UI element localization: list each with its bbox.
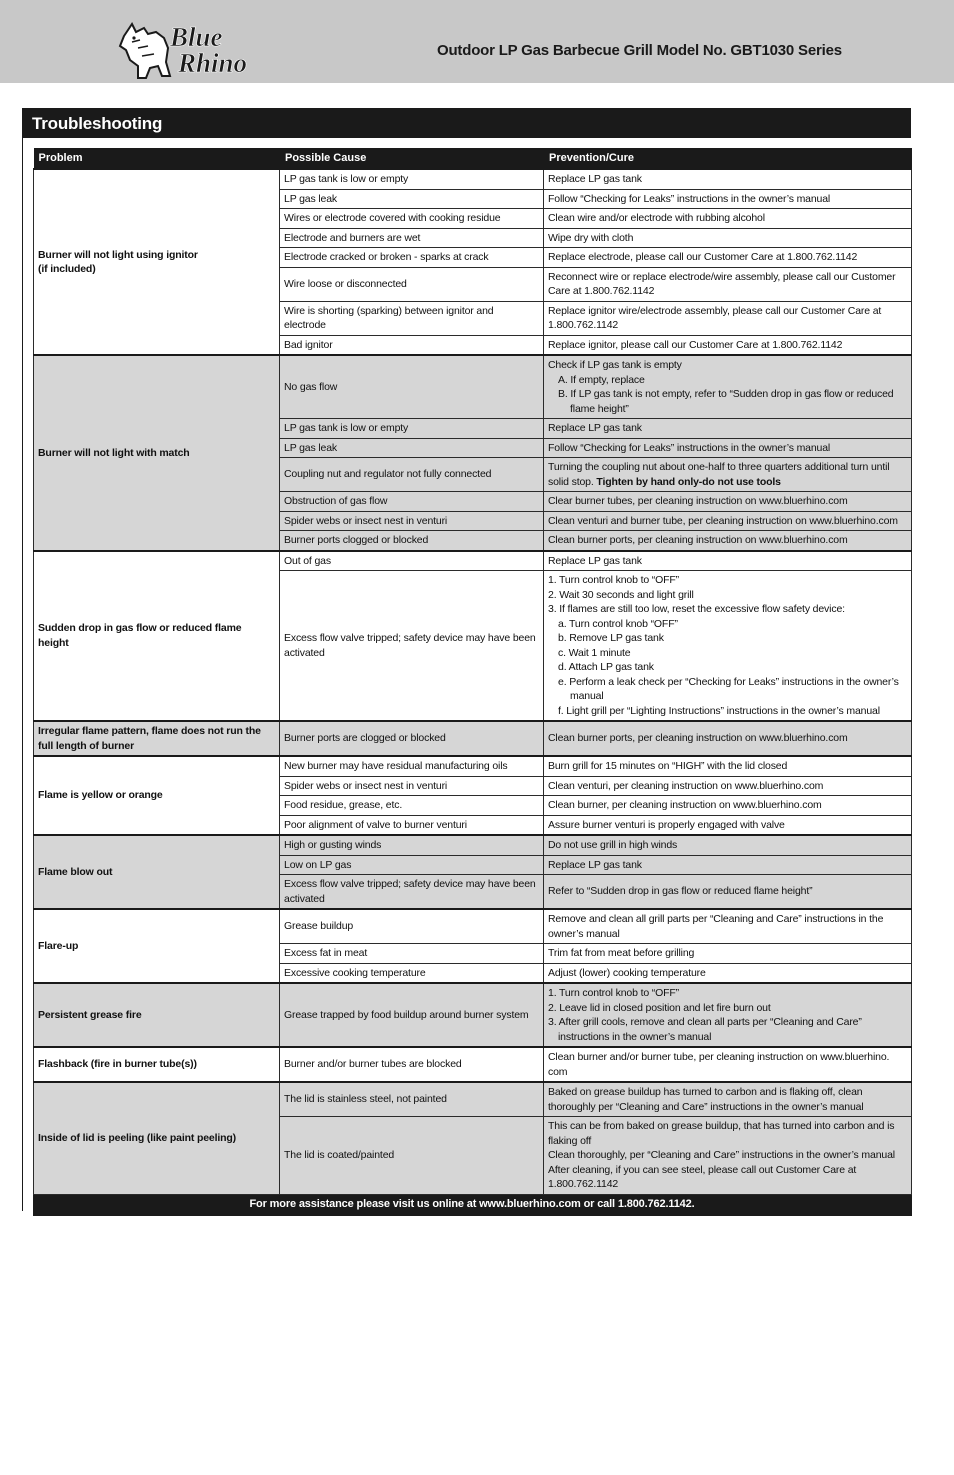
blue-rhino-logo	[118, 18, 278, 80]
cause-cell: Excess flow valve tripped; safety device may have been activated	[280, 875, 544, 910]
cure-line: Clean thoroughly, per “Cleaning and Care” instructions in the owner’s manual	[548, 1149, 895, 1161]
cure-line: Adjust (lower) cooking temperature	[548, 966, 706, 979]
cure-line: Refer to “Sudden drop in gas flow or reduced flame height”	[548, 885, 813, 898]
cure-cell	[544, 301, 912, 335]
cure-line: 1. Turn control knob to “OFF”	[548, 987, 680, 999]
cause-cell: Excess fat in meat	[280, 944, 544, 964]
cure-line: Assure burner venturi is properly engaged with valve	[548, 818, 785, 831]
cause-cell: LP gas leak	[280, 438, 544, 458]
problem-cell	[34, 169, 280, 355]
table-row	[34, 721, 912, 756]
cure-cell	[544, 248, 912, 268]
left-margin-rule	[22, 138, 23, 1211]
cure-line: 3. After grill cools, remove and clean all parts per “Cleaning and Care” instructions in the owner’s manual	[548, 1016, 862, 1043]
cause-cell: Poor alignment of valve to burner venturi	[280, 815, 544, 835]
problem-text: Burner will not light with match	[38, 446, 190, 459]
cure-line: A. If empty, replace	[558, 373, 645, 386]
cause-cell: LP gas leak	[280, 189, 544, 209]
problem-cell	[34, 909, 280, 983]
cure-cell	[544, 944, 912, 964]
cure-line: Clean wire and/or electrode with rubbing alcohol	[548, 212, 765, 224]
cure-cell	[544, 571, 912, 722]
cause-cell: Out of gas	[280, 551, 544, 571]
cure-line: Replace LP gas tank	[548, 173, 642, 185]
cure-cell	[544, 355, 912, 419]
cure-line: Replace LP gas tank	[548, 554, 642, 567]
cure-line: 2. Wait 30 seconds and light grill	[548, 588, 694, 601]
problem-text: Persistent grease fire	[38, 1008, 142, 1021]
cause-cell: LP gas tank is low or empty	[280, 169, 544, 189]
cause-cell: Grease buildup	[280, 909, 544, 944]
table-row	[34, 983, 912, 1047]
cause-cell: Wires or electrode covered with cooking residue	[280, 209, 544, 229]
cure-cell	[544, 1082, 912, 1117]
cure-line: Clean venturi, per cleaning instruction on www.bluerhino.com	[548, 779, 824, 792]
column-header-cause: Possible Cause	[280, 148, 544, 169]
cause-cell: Excessive cooking temperature	[280, 963, 544, 983]
problem-cell	[34, 756, 280, 835]
problem-cell	[34, 1082, 280, 1194]
problem-group	[34, 721, 912, 756]
cause-cell: Obstruction of gas flow	[280, 492, 544, 512]
cure-line: c. Wait 1 minute	[558, 646, 631, 659]
cure-cell	[544, 267, 912, 301]
cure-cell	[544, 531, 912, 551]
problem-cell	[34, 721, 280, 756]
cure-line: Trim fat from meat before grilling	[548, 947, 695, 959]
cause-cell: The lid is coated/painted	[280, 1117, 544, 1195]
table-footer	[34, 1194, 912, 1215]
problem-cell	[34, 551, 280, 722]
cure-cell	[544, 189, 912, 209]
document-title: Outdoor LP Gas Barbecue Grill Model No. GBT1030 Series	[437, 42, 842, 59]
cure-cell	[544, 963, 912, 983]
problem-text: Flame blow out	[38, 865, 113, 878]
problem-group	[34, 551, 912, 722]
cure-cell	[544, 855, 912, 875]
cure-line: Wipe dry with cloth	[548, 231, 634, 244]
cause-cell: Grease trapped by food buildup around burner system	[280, 983, 544, 1047]
cure-cell	[544, 209, 912, 229]
cure-line: Clean burner ports, per cleaning instruction on www.bluerhino.com	[548, 534, 848, 546]
table-row	[34, 169, 912, 189]
cure-line: a. Turn control knob “OFF”	[558, 617, 678, 630]
cause-cell: Coupling nut and regulator not fully connected	[280, 458, 544, 492]
cause-cell: Spider webs or insect nest in venturi	[280, 776, 544, 796]
problem-text: Sudden drop in gas flow or reduced flame height	[38, 622, 242, 649]
footer-text: For more assistance please visit us online at www.bluerhino.com or call 1.800.762.1142.	[34, 1194, 912, 1215]
cure-line: Replace LP gas tank	[548, 422, 642, 434]
table-row	[34, 1047, 912, 1082]
cure-line: Reconnect wire or replace electrode/wire assembly, please call our Customer Care at 1.800.762.1142	[548, 270, 896, 297]
svg-text:Rhino: Rhino	[178, 48, 248, 78]
problem-text: Burner will not light using ignitor	[38, 248, 198, 261]
cause-cell: Burner ports clogged or blocked	[280, 531, 544, 551]
cure-line: Clean burner ports, per cleaning instruction on www.bluerhino.com	[548, 732, 848, 745]
cure-line: This can be from baked on grease buildup, that has turned into carbon and is flaking off	[548, 1120, 895, 1147]
cure-line: Replace ignitor, please call our Customer Care at 1.800.762.1142	[548, 338, 843, 351]
cure-line: Do not use grill in high winds	[548, 839, 678, 851]
cause-cell: Excess flow valve tripped; safety device may have been activated	[280, 571, 544, 722]
cure-line: Replace LP gas tank	[548, 858, 642, 871]
cause-cell: Wire loose or disconnected	[280, 267, 544, 301]
problem-text: Flashback (fire in burner tube(s))	[38, 1058, 197, 1071]
cause-cell: Spider webs or insect nest in venturi	[280, 511, 544, 531]
column-header-problem: Problem	[34, 148, 280, 169]
cure-cell	[544, 835, 912, 855]
cure-line: 1. Turn control knob to “OFF”	[548, 574, 680, 586]
cause-cell: Electrode and burners are wet	[280, 228, 544, 248]
problem-text: Flare-up	[38, 939, 79, 952]
cure-line: Remove and clean all grill parts per “Cleaning and Care” instructions in the owner’s manual	[548, 913, 884, 940]
problem-group	[34, 909, 912, 983]
table-row	[34, 756, 912, 776]
table-row	[34, 355, 912, 419]
problem-cell	[34, 1047, 280, 1082]
cure-line: Follow “Checking for Leaks” instructions in the owner’s manual	[548, 441, 831, 454]
problem-text: (if included)	[38, 263, 96, 275]
cure-line: f. Light grill per “Lighting Instructions” instructions in the owner’s manual	[558, 704, 880, 717]
problem-group	[34, 756, 912, 835]
cure-cell	[544, 815, 912, 835]
cause-cell: Burner and/or burner tubes are blocked	[280, 1047, 544, 1082]
cause-cell: No gas flow	[280, 355, 544, 419]
cure-line: b. Remove LP gas tank	[558, 632, 664, 644]
cure-line: Clean burner and/or burner tube, per cleaning instruction on www.bluerhino. com	[548, 1051, 890, 1078]
cure-line: Replace electrode, please call our Customer Care at 1.800.762.1142	[548, 251, 858, 263]
cure-cell	[544, 796, 912, 816]
problem-group	[34, 169, 912, 355]
cure-cell	[544, 419, 912, 439]
cure-line: Burn grill for 15 minutes on “HIGH” with the lid closed	[548, 760, 788, 772]
troubleshooting-table-container	[33, 148, 911, 1216]
troubleshooting-table	[33, 148, 912, 1216]
table-row	[34, 909, 912, 944]
problem-text: Flame is yellow or orange	[38, 789, 163, 802]
cure-line: Clear burner tubes, per cleaning instruction on www.bluerhino.com	[548, 495, 848, 507]
cure-emphasis: Tighten by hand only-do not use tools	[596, 475, 781, 488]
column-header-cure: Prevention/Cure	[544, 148, 912, 169]
cure-cell	[544, 551, 912, 571]
problem-group	[34, 355, 912, 551]
section-title: Troubleshooting	[32, 114, 163, 133]
problem-group	[34, 835, 912, 909]
cure-cell	[544, 756, 912, 776]
cure-line: B. If LP gas tank is not empty, refer to “Sudden drop in gas flow or reduced flame height”	[558, 388, 894, 415]
cause-cell: New burner may have residual manufacturing oils	[280, 756, 544, 776]
table-header	[34, 148, 912, 169]
cure-line: 3. If flames are still too low, reset the excessive flow safety device:	[548, 603, 845, 615]
cure-line: Follow “Checking for Leaks” instructions in the owner’s manual	[548, 192, 831, 205]
cure-cell	[544, 169, 912, 189]
problem-cell	[34, 983, 280, 1047]
cause-cell: Wire is shorting (sparking) between ignitor and electrode	[280, 301, 544, 335]
cause-cell: Electrode cracked or broken - sparks at crack	[280, 248, 544, 268]
cause-cell: The lid is stainless steel, not painted	[280, 1082, 544, 1117]
footer-row	[34, 1194, 912, 1215]
cure-cell	[544, 228, 912, 248]
cure-line: Clean burner, per cleaning instruction on www.bluerhino.com	[548, 799, 822, 811]
problem-group	[34, 983, 912, 1047]
cause-cell: High or gusting winds	[280, 835, 544, 855]
cure-line: Turning the coupling nut about one-half to three quarters additional turn until solid stop.	[548, 461, 890, 488]
cause-cell: Bad ignitor	[280, 335, 544, 355]
problem-text: Irregular flame pattern, flame does not run the full length of burner	[38, 725, 261, 752]
cure-line: Check if LP gas tank is empty	[548, 359, 682, 371]
cure-cell	[544, 511, 912, 531]
cure-line: After cleaning, if you can see steel, please call out Customer Care at 1.800.762.1142	[548, 1163, 857, 1190]
cure-line: e. Perform a leak check per “Checking for Leaks” instructions in the owner’s manual	[558, 675, 899, 702]
cure-cell	[544, 458, 912, 492]
problem-text: Inside of lid is peeling (like paint peeling)	[38, 1132, 237, 1144]
cause-cell: Burner ports are clogged or blocked	[280, 721, 544, 756]
cure-cell	[544, 438, 912, 458]
cause-cell: Low on LP gas	[280, 855, 544, 875]
cure-line: Replace ignitor wire/electrode assembly, please call our Customer Care at 1.800.762.1142	[548, 304, 882, 331]
cure-cell	[544, 721, 912, 756]
problem-group	[34, 1047, 912, 1082]
table-row	[34, 551, 912, 571]
cure-cell	[544, 983, 912, 1047]
problem-cell	[34, 835, 280, 909]
cause-cell: LP gas tank is low or empty	[280, 419, 544, 439]
cure-cell	[544, 1047, 912, 1082]
cure-cell	[544, 335, 912, 355]
section-header-bar	[22, 108, 911, 138]
svg-text:Blue: Blue	[170, 22, 223, 52]
problem-cell	[34, 355, 280, 551]
cure-cell	[544, 492, 912, 512]
table-row	[34, 1082, 912, 1117]
table-row	[34, 835, 912, 855]
cure-line: Clean venturi and burner tube, per cleaning instruction on www.bluerhino.com	[548, 514, 898, 527]
cure-cell	[544, 776, 912, 796]
problem-group	[34, 1082, 912, 1194]
cause-cell: Food residue, grease, etc.	[280, 796, 544, 816]
cure-line: 2. Leave lid in closed position and let fire burn out	[548, 1001, 771, 1014]
cure-cell	[544, 875, 912, 910]
cure-line: d. Attach LP gas tank	[558, 661, 654, 673]
cure-line: Baked on grease buildup has turned to carbon and is flaking off, clean thoroughly per “Cleaning and Care” instructions in the owner’s manual	[548, 1086, 864, 1113]
cure-cell	[544, 1117, 912, 1195]
rhino-logo-icon	[118, 18, 278, 80]
header-row	[34, 148, 912, 169]
cure-cell	[544, 909, 912, 944]
